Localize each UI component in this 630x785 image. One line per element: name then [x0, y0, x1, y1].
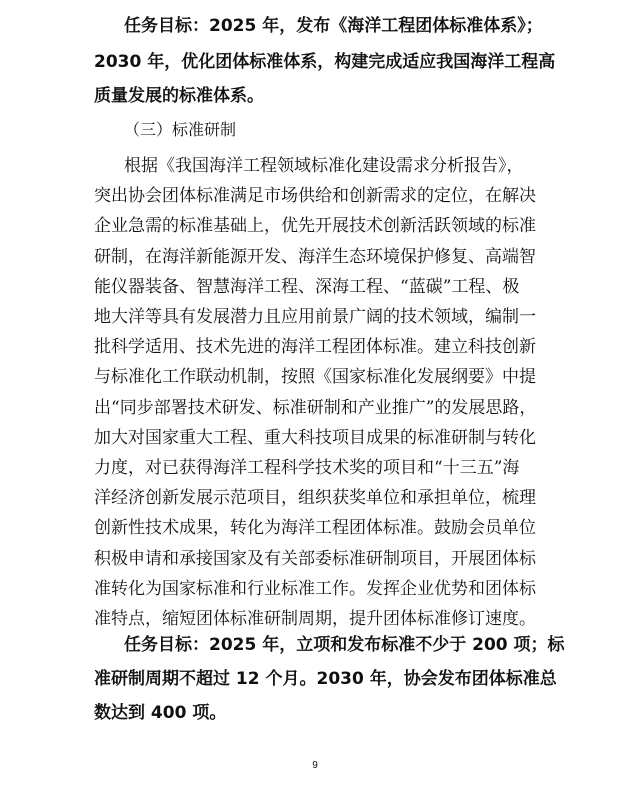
body-line: 洋经济创新发展示范项目，组织获奖单位和承担单位，梳理	[94, 488, 536, 509]
body-line: 力度，对已获得海洋工程科学技术奖的项目和“十三五”海	[94, 458, 520, 478]
body-line: 能仪器装备、智慧海洋工程、深海工程、“蓝碳”工程、极	[94, 276, 520, 297]
body-line: 批科学适用、技术先进的海洋工程团体标准。建立科技创新	[94, 337, 536, 358]
body-line: 创新性技术成果，转化为海洋工程团体标准。鼓励会员单位	[94, 518, 536, 539]
goal-1-line-1: 任务目标：2025 年，发布《海洋工程团体标准体系》；	[124, 16, 543, 36]
goal-2-line-3: 数达到 400 项。	[94, 703, 227, 723]
section-heading: （三）标准研制	[124, 120, 237, 139]
body-line: 企业急需的标准基础上，优先开展技术创新活跃领域的标准	[94, 216, 536, 237]
page-number: 9	[312, 760, 318, 771]
body-line: 与标准化工作联动机制，按照《国家标准化发展纲要》中提	[94, 367, 536, 388]
body-line: 出“同步部署技术研发、标准研制和产业推广”的发展思路，	[94, 397, 537, 418]
goal-2-line-2: 准研制周期不超过 12 个月。2030 年，协会发布团体标准总	[94, 669, 557, 689]
goal-1-line-3: 质量发展的标准体系。	[94, 86, 264, 106]
body-line: 研制，在海洋新能源开发、海洋生态环境保护修复、高端智	[94, 246, 536, 267]
goal-2-line-1: 任务目标：2025 年，立项和发布标准不少于 200 项；标	[124, 635, 565, 655]
body-line: 积极申请和承接国家及有关部委标准研制项目，开展团体标	[94, 548, 536, 569]
body-line: 突出协会团体标准满足市场供给和创新需求的定位，在解决	[94, 186, 536, 207]
body-line: 准特点，缩短团体标准研制周期，提升团体标准修订速度。	[94, 609, 536, 629]
body-line: 地大洋等具有发展潜力且应用前景广阔的技术领域，编制一	[94, 307, 536, 327]
goal-1-line-2: 2030 年，优化团体标准体系，构建完成适应我国海洋工程高	[94, 52, 556, 72]
body-line: 根据《我国海洋工程领域标准化建设需求分析报告》，	[124, 156, 524, 176]
body-line: 准转化为国家标准和行业标准工作。发挥企业优势和团体标	[94, 578, 536, 599]
body-line: 加大对国家重大工程、重大科技项目成果的标准研制与转化	[94, 427, 536, 448]
